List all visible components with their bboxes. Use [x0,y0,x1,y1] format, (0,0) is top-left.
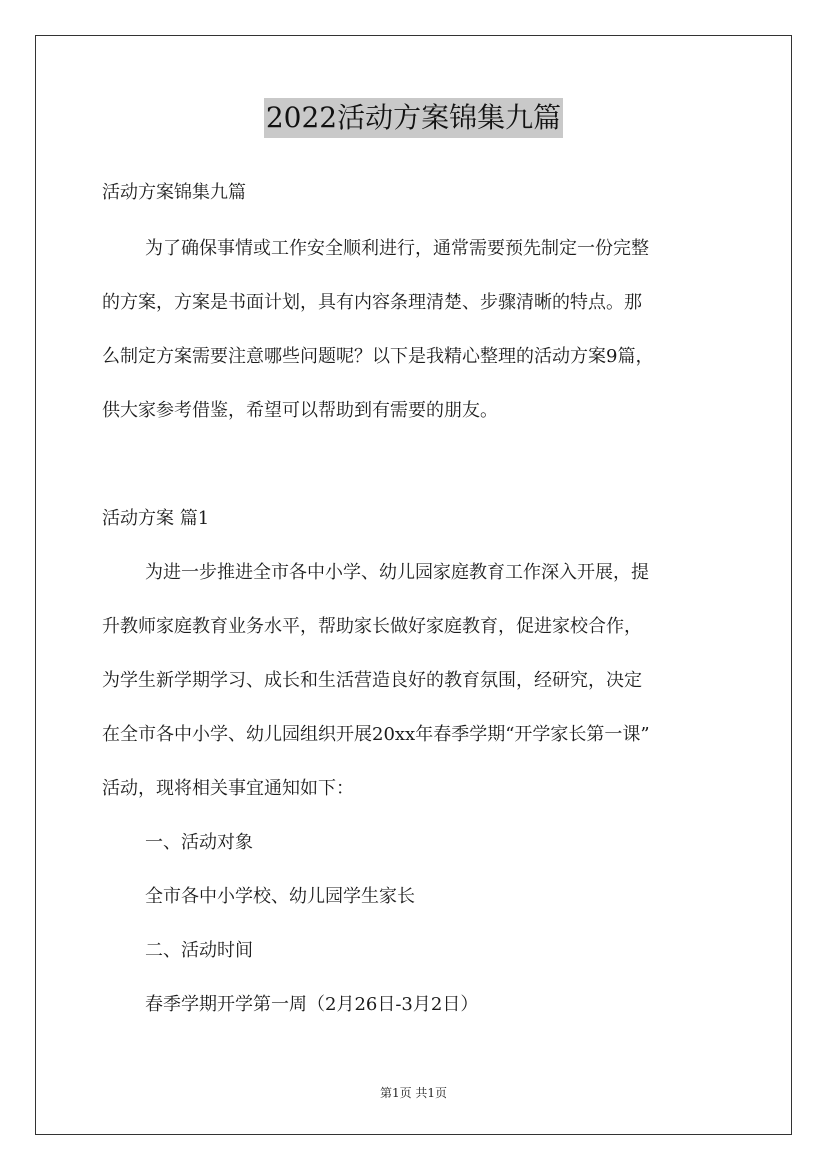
item-heading-time: 二、活动时间 [145,940,253,961]
intro-line: 为了确保事情或工作安全顺利进行，通常需要预先制定一份完整 [145,238,649,259]
section-line: 升教师家庭教育业务水平，帮助家长做好家庭教育，促进家校合作， [102,616,642,637]
item-heading-target: 一、活动对象 [145,832,253,853]
document-title: 2022活动方案锦集九篇 [264,98,563,138]
page-number: 第1页 共1页 [379,1086,448,1100]
section-line: 为进一步推进全市各中小学、幼儿园家庭教育工作深入开展，提 [145,562,649,583]
document-subtitle: 活动方案锦集九篇 [102,182,246,203]
intro-line: 的方案，方案是书面计划，具有内容条理清楚、步骤清晰的特点。那 [102,292,642,313]
section-line: 在全市各中小学、幼儿园组织开展20xx年春季学期“开学家长第一课” [102,724,650,745]
title-container [0,98,827,138]
section-line: 活动，现将相关事宜通知如下： [102,778,354,799]
intro-line: 供大家参考借鉴，希望可以帮助到有需要的朋友。 [102,400,498,421]
item-text-time: 春季学期开学第一周（2月26日-3月2日） [145,994,479,1015]
item-text-target: 全市各中小学校、幼儿园学生家长 [145,886,415,907]
section-line: 为学生新学期学习、成长和生活营造良好的教育氛围，经研究，决定 [102,670,642,691]
intro-line: 么制定方案需要注意哪些问题呢？以下是我精心整理的活动方案9篇， [102,346,654,367]
section-heading: 活动方案 篇1 [102,508,210,529]
